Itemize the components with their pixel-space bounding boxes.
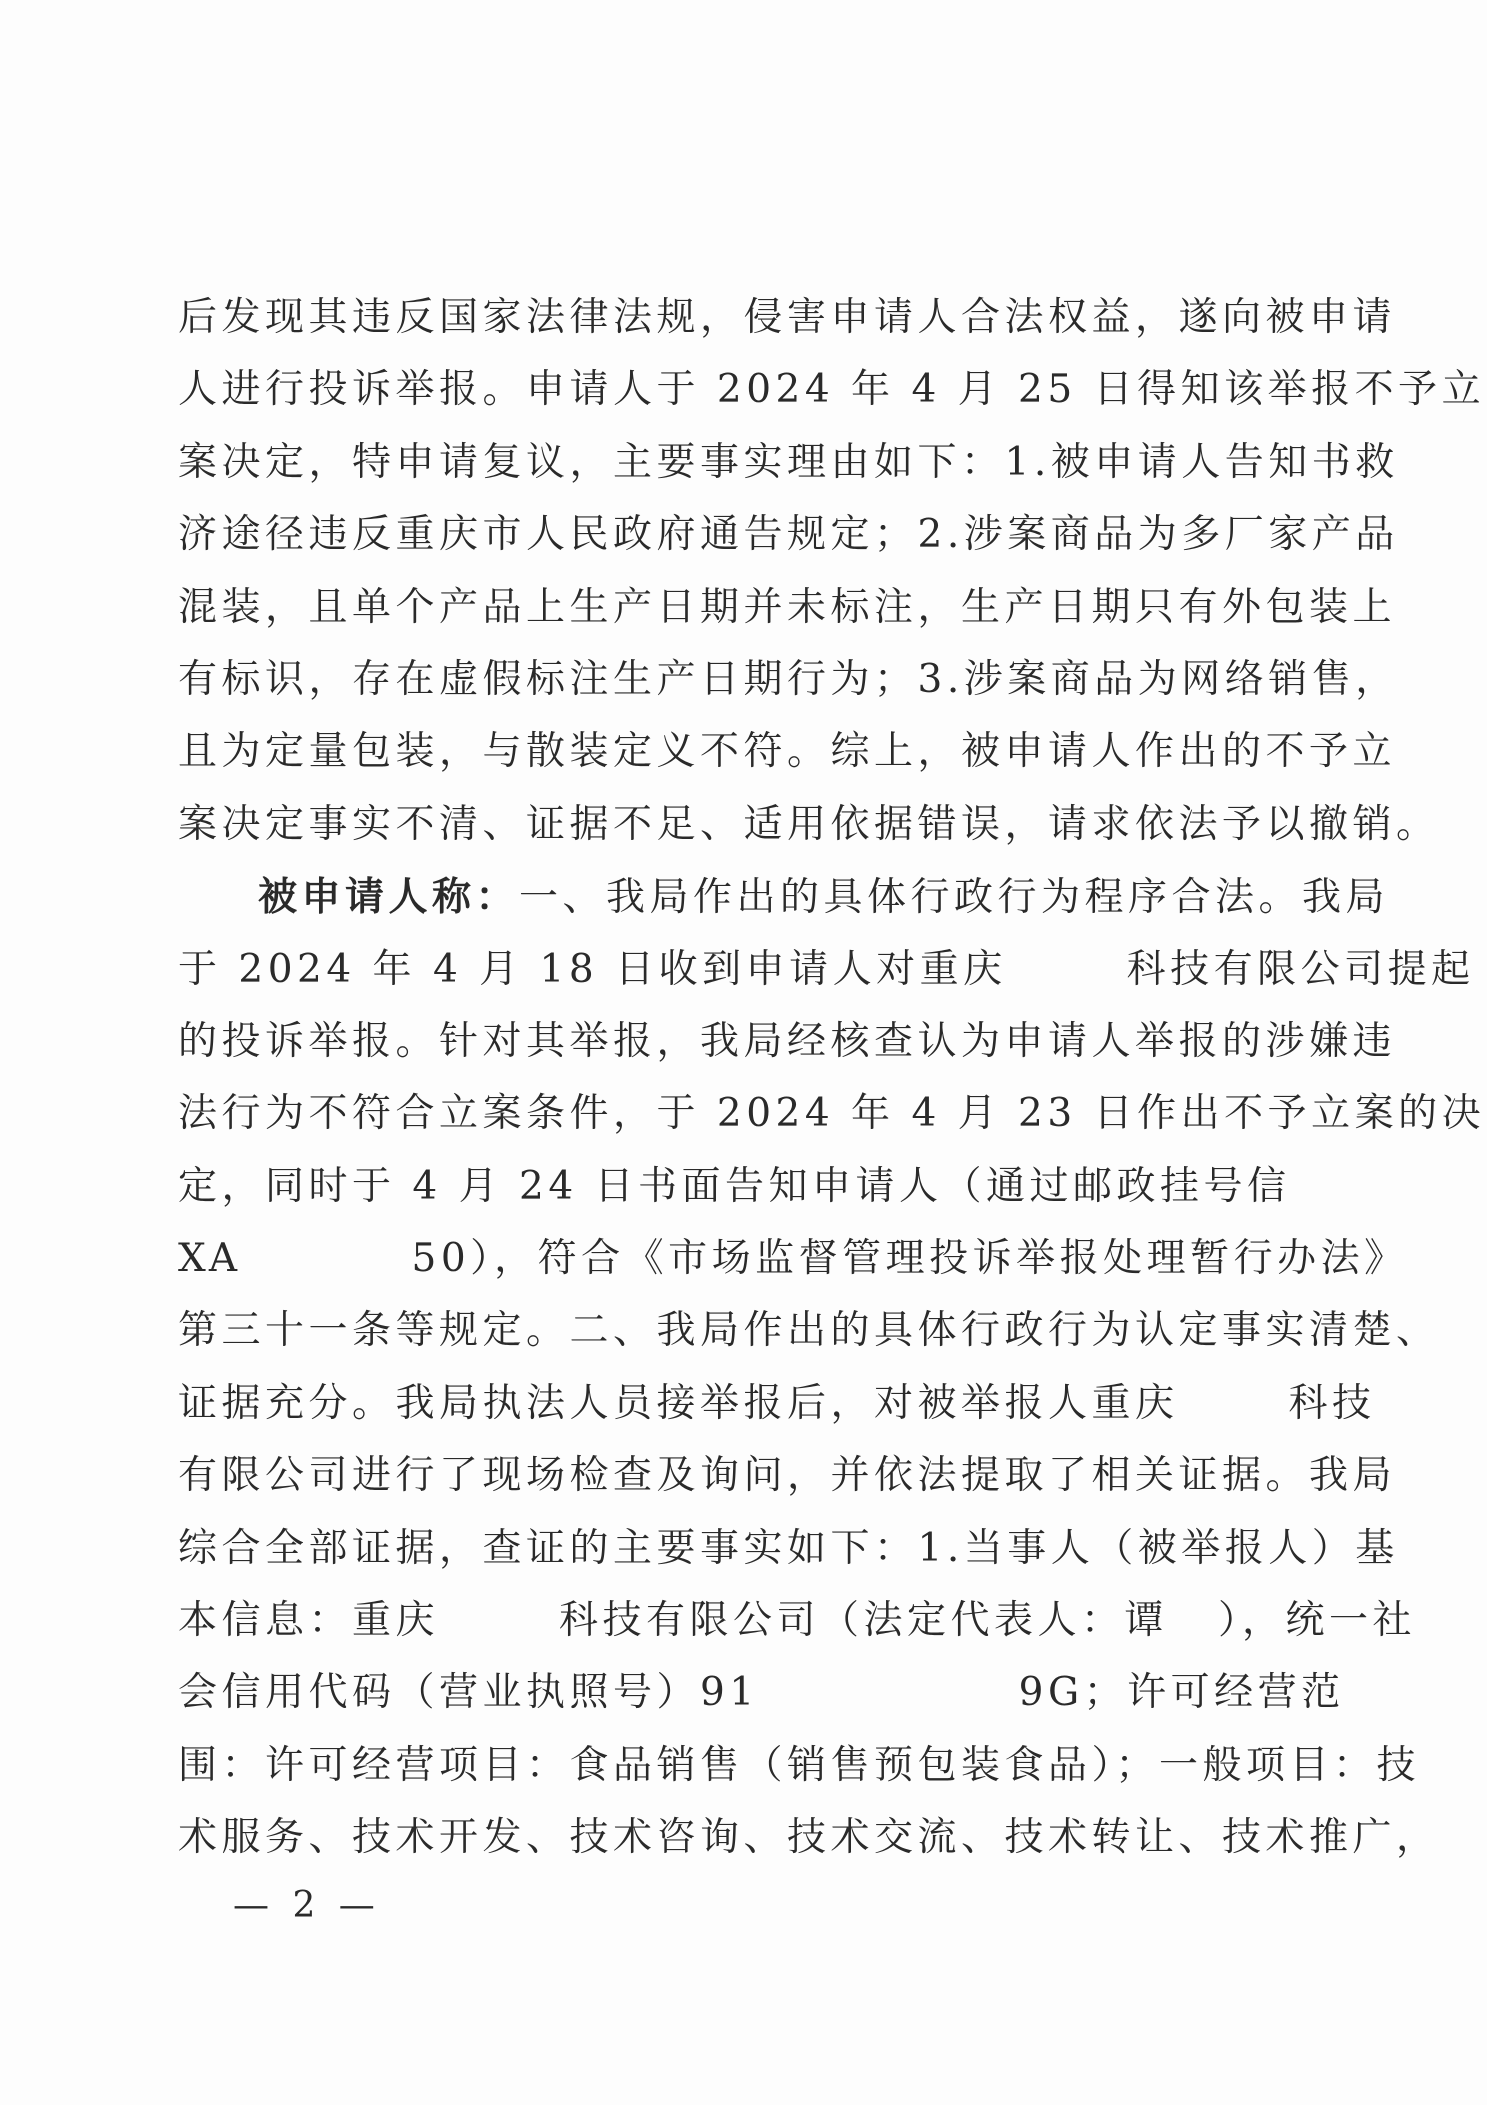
text-line: 混装，且单个产品上生产日期并未标注，生产日期只有外包装上 [178,584,1397,630]
text-line: 人进行投诉举报。申请人于 2024 年 4 月 25 日得知该举报不予立 [178,367,1486,413]
respondent-label: 被申请人称： [258,874,520,921]
text-line: 后发现其违反国家法律法规，侵害申请人合法权益，遂向被申请 [178,295,1397,340]
text-span: 科技有限公司提起 [1126,946,1475,992]
text-span: 9G；许可经营范 [1018,1670,1345,1716]
text-span: 证据充分。我局执法人员接举报后，对被举报人重庆 [178,1380,1179,1426]
text-span: 科技有限公司（法定代表人：谭 [559,1598,1169,1644]
text-span: 一、我局作出的具体行政行为程序合法。我局 [519,875,1390,921]
text-line [178,934,1475,1006]
page-number: — 2 — [233,1885,381,1926]
text-line: 定，同时于 4 月 24 日书面告知申请人（通过邮政挂号信 [178,1163,1291,1209]
text-line [178,1223,1408,1295]
text-span: XA [178,1236,242,1282]
text-line [178,1657,1345,1729]
text-span: 会信用代码（营业执照号）91 [178,1670,759,1716]
text-line: 的投诉举报。针对其举报，我局经核查认为申请人举报的涉嫌违 [178,1018,1397,1064]
text-line: 综合全部证据，查证的主要事实如下：1.当事人（被举报人）基 [178,1525,1399,1571]
text-line [178,1368,1376,1440]
text-line: 术服务、技术开发、技术咨询、技术交流、技术转让、技术推广， [178,1815,1440,1861]
text-line: 有标识，存在虚假标注生产日期行为；3.涉案商品为网络销售， [178,656,1399,702]
text-line: 案决定事实不清、证据不足、适用依据错误，请求依法予以撤销。 [178,801,1440,847]
text-line: 案决定，特申请复议，主要事实理由如下：1.被申请人告知书救 [178,439,1399,485]
text-line: 有限公司进行了现场检查及询问，并依法提取了相关证据。我局 [178,1453,1397,1499]
text-line [178,1585,1417,1657]
text-line: 且为定量包装，与散装定义不符。综上，被申请人作出的不予立 [178,729,1397,775]
text-line: 围：许可经营项目：食品销售（销售预包装食品）；一般项目：技 [178,1742,1421,1788]
document-body [178,282,1486,1875]
text-span: 科技 [1288,1380,1376,1426]
text-span: 于 2024 年 4 月 18 日收到申请人对重庆 [178,946,1007,992]
text-span: ），统一社 [1218,1598,1417,1644]
text-line: 法行为不符合立案条件，于 2024 年 4 月 23 日作出不予立案的决 [178,1091,1486,1137]
respondent-paragraph-start [178,861,1390,933]
text-line: 第三十一条等规定。二、我局作出的具体行政行为认定事实清楚、 [178,1308,1440,1354]
text-span: 50），符合《市场监督管理投诉举报处理暂行办法》 [411,1236,1408,1282]
text-span: 本信息：重庆 [178,1598,440,1644]
text-line: 济途径违反重庆市人民政府通告规定；2.涉案商品为多厂家产品 [178,512,1399,558]
